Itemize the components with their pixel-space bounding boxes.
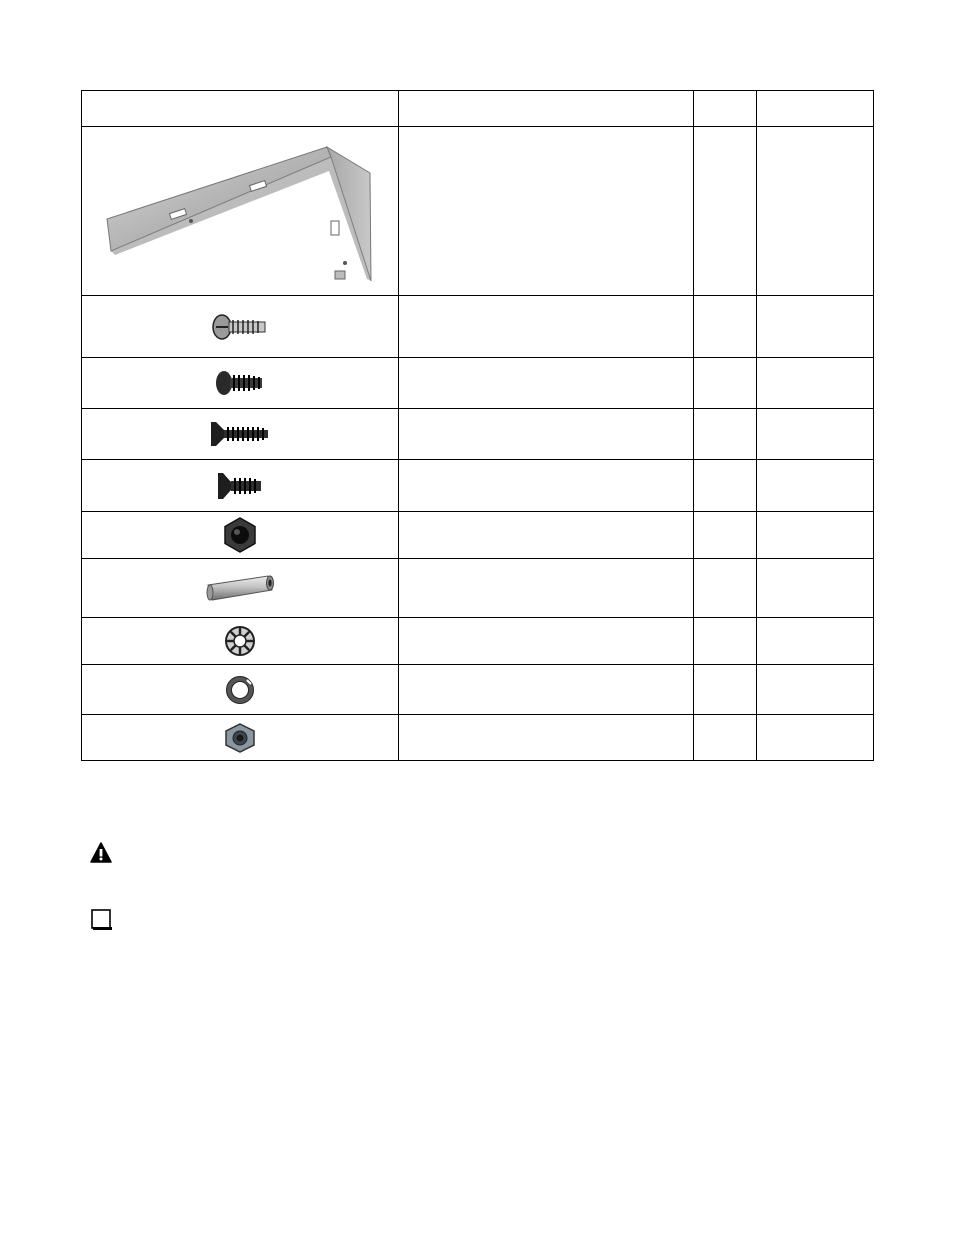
- qty-cell: [694, 665, 757, 715]
- description-cell: [399, 665, 694, 715]
- table-row: [82, 665, 874, 715]
- part-image-cell: [82, 358, 399, 409]
- extra-cell: [757, 296, 874, 358]
- extra-cell: [757, 409, 874, 460]
- header-cell: [757, 91, 874, 127]
- table-row: [82, 715, 874, 761]
- qty-cell: [694, 512, 757, 559]
- part-image-cell: [82, 127, 399, 296]
- table-row: [82, 296, 874, 358]
- star-lock-washer-image: [224, 625, 256, 657]
- description-cell: [399, 512, 694, 559]
- part-image-cell: [82, 460, 399, 512]
- extra-cell: [757, 715, 874, 761]
- description-cell: [399, 409, 694, 460]
- qty-cell: [694, 618, 757, 665]
- description-cell: [399, 127, 694, 296]
- zinc-hex-nut-image: [223, 722, 257, 754]
- long-flat-screw-image: [208, 420, 272, 448]
- header-cell: [82, 91, 399, 127]
- description-cell: [399, 618, 694, 665]
- short-flat-screw-image: [215, 471, 265, 501]
- part-image-cell: [82, 409, 399, 460]
- note-checkbox-icon: [90, 908, 114, 937]
- qty-cell: [694, 409, 757, 460]
- description-cell: [399, 559, 694, 618]
- spacer-tube-image: [202, 571, 278, 605]
- part-image-cell: [82, 715, 399, 761]
- qty-cell: [694, 296, 757, 358]
- extra-cell: [757, 460, 874, 512]
- qty-cell: [694, 127, 757, 296]
- black-hex-nut-image: [221, 516, 259, 554]
- table-row: [82, 618, 874, 665]
- extra-cell: [757, 618, 874, 665]
- description-cell: [399, 460, 694, 512]
- part-image-cell: [82, 296, 399, 358]
- table-row: [82, 127, 874, 296]
- split-lock-washer-image: [225, 675, 255, 705]
- description-cell: [399, 715, 694, 761]
- extra-cell: [757, 512, 874, 559]
- black-pan-screw-image: [213, 367, 267, 399]
- qty-cell: [694, 715, 757, 761]
- qty-cell: [694, 559, 757, 618]
- part-image-cell: [82, 618, 399, 665]
- table-row: [82, 512, 874, 559]
- parts-table: [81, 90, 874, 761]
- warning-triangle-icon: [90, 842, 112, 869]
- part-image-cell: [82, 665, 399, 715]
- qty-cell: [694, 358, 757, 409]
- header-cell: [694, 91, 757, 127]
- header-cell: [399, 91, 694, 127]
- part-image-cell: [82, 559, 399, 618]
- table-row: [82, 409, 874, 460]
- table-row: [82, 460, 874, 512]
- part-image-cell: [82, 512, 399, 559]
- extra-cell: [757, 358, 874, 409]
- mounting-bracket-image: [95, 131, 385, 291]
- extra-cell: [757, 127, 874, 296]
- qty-cell: [694, 460, 757, 512]
- extra-cell: [757, 665, 874, 715]
- table-row: [82, 358, 874, 409]
- pan-head-screw-image: [210, 310, 270, 344]
- table-row: [82, 559, 874, 618]
- description-cell: [399, 358, 694, 409]
- extra-cell: [757, 559, 874, 618]
- description-cell: [399, 296, 694, 358]
- table-header-row: [82, 91, 874, 127]
